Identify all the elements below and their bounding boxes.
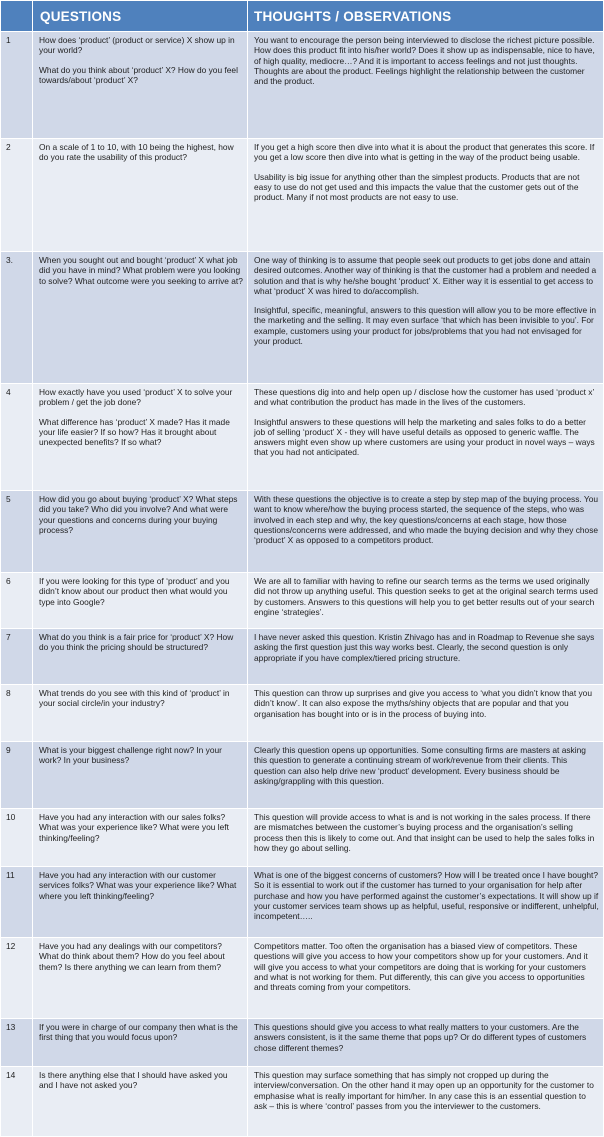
thoughts-cell	[248, 938, 604, 1019]
row-number: 3.	[1, 252, 33, 384]
header-thoughts: THOUGHTS / OBSERVATIONS	[248, 1, 604, 32]
question-cell	[33, 1067, 248, 1137]
table-row	[1, 742, 604, 809]
question-text: Have you had any interaction with our sales folks? What was your experience like? What were you left thinking/feeling?	[39, 812, 229, 843]
thoughts-cell	[248, 384, 604, 491]
question-text: If you were looking for this type of ‘product’ and you didn’t know about our product then what would you type into Google?	[39, 576, 230, 607]
row-number: 4	[1, 384, 33, 491]
question-cell	[33, 809, 248, 867]
thoughts-cell	[248, 1067, 604, 1137]
question-cell	[33, 384, 248, 491]
question-text: How exactly have you used ‘product’ X to solve your problem / get the job done?	[39, 387, 233, 408]
row-number: 10	[1, 809, 33, 867]
header-questions: QUESTIONS	[33, 1, 248, 32]
thoughts-text: Insightful, specific, meaningful, answers to this question will allow you to be more effective in the marketing and the selling. It may even surface ‘that which has been invisible to you’. For example, customers using your product for jobs/problems that you had not envisaged for your product.	[254, 305, 596, 346]
thoughts-text: We are all to familiar with having to refine our search terms as the terms we used originally did not throw up anything useful. This question seeks to get at the original search terms used by customers. Answers to this questions will help you to get better results out of your search engine ‘strategies’.	[254, 576, 598, 617]
question-cell	[33, 742, 248, 809]
question-cell	[33, 629, 248, 685]
table-row	[1, 1067, 604, 1137]
thoughts-cell	[248, 252, 604, 384]
row-number: 7	[1, 629, 33, 685]
thoughts-cell	[248, 573, 604, 629]
thoughts-text: This question can throw up surprises and give you access to ‘what you didn’t know that you didn’t know’. It can also expose the myths/shiny objects that are popular and that you organisation has bought into or is in the process of buying into.	[254, 688, 592, 719]
table-row	[1, 32, 604, 139]
row-number: 5	[1, 491, 33, 573]
thoughts-text: What is one of the biggest concerns of customers? How will I be treated once I have bought? So it is essential to work out if the customer has turned to your organisation for help after purchase and how you have performed against the customer’s expectations. It will show up if your customer services team shows up as helpful, useful, responsive or indifferent, unhelpful, incompetent…..	[254, 870, 599, 921]
table-row	[1, 139, 604, 252]
table-row	[1, 1019, 604, 1067]
row-number: 9	[1, 742, 33, 809]
thoughts-cell	[248, 742, 604, 809]
thoughts-cell	[248, 32, 604, 139]
table-row	[1, 384, 604, 491]
thoughts-text: I have never asked this question. Kristin Zhivago has and in Roadmap to Revenue she says asking the first question just this way works best. Clearly, the second question is only appropriate if you have complex/tiered pricing structure.	[254, 632, 595, 663]
thoughts-text: Insightful answers to these questions will help the marketing and sales folks to do a better job of selling ‘product’ X - they will have useful details as opposed to generic waffle. The answers might even show up where customers are using your product in novel ways – ways that you had not anticipated.	[254, 416, 595, 458]
thoughts-text: This question may surface something that has simply not cropped up during the interview/conversation. On the other hand it may open up an opportunity for the customer to emphasise what is really important for him/her. In any case this is an essential question to ask – this is where ‘control’ passes from you the interviewer to the customers.	[254, 1070, 594, 1111]
table-row	[1, 809, 604, 867]
thoughts-cell	[248, 867, 604, 938]
question-text: Have you had any interaction with our customer services folks? What was your experience like? What where you left thinking/feeling?	[39, 870, 237, 901]
question-cell	[33, 867, 248, 938]
thoughts-text: One way of thinking is to assume that people seek out products to get jobs done and attain desired outcomes. Another way of thinking is that the customer had a problem and needed a solution and that is why he/she bought ‘product’ X. Either way it is essential to get access to what ‘product’ X was hired to do/accomplish.	[254, 255, 597, 296]
thoughts-text: Clearly this question opens up opportunities. Some consulting firms are masters at asking this question to generate a continuing stream of work/revenue from their clients. This question can also help drive new ‘product’ development. Every business should be asking/grappling with this question.	[254, 745, 586, 786]
row-number: 6	[1, 573, 33, 629]
thoughts-text: This questions should give you access to what really matters to your customers. Are the answers consistent, is it the same theme that pops up? Or do different types of customers chose different themes?	[254, 1022, 587, 1053]
row-number: 11	[1, 867, 33, 938]
question-text: How does ‘product’ (product or service) X show up in your world?	[39, 35, 235, 56]
question-cell	[33, 573, 248, 629]
thoughts-cell	[248, 629, 604, 685]
thoughts-cell	[248, 685, 604, 742]
question-cell	[33, 938, 248, 1019]
question-text: Have you had any dealings with our competitors? What do think about them? How do you feel about them? Is there anything we can learn from them?	[39, 941, 225, 972]
thoughts-cell	[248, 809, 604, 867]
question-cell	[33, 1019, 248, 1067]
thoughts-cell	[248, 139, 604, 252]
question-text: How did you go about buying ‘product’ X? What steps did you take? Who did you involve? And what were your questions and concerns during your buying process?	[39, 494, 238, 535]
question-cell	[33, 32, 248, 139]
thoughts-text: With these questions the objective is to create a step by step map of the buying process. You want to know where/how the buying process started, the sequence of the steps, who was involved in each step and why, the key questions/concerns at each stage, how those questions/concerns were addressed, and who made the buying decision and why they chose ‘product’ X as opposed to a competitors product.	[254, 494, 599, 545]
table-row	[1, 573, 604, 629]
thoughts-text: This question will provide access to what is and is not working in the sales process. If there are mismatches between the customer’s buying process and the organisation’s selling process then this is likely to come out. And that insight can be used to help the sales folks in how they go about selling.	[254, 812, 595, 853]
thoughts-cell	[248, 1019, 604, 1067]
question-text: When you sought out and bought ‘product’ X what job did you have in mind? What problem were you looking to solve? What outcome were you seeking to arrive at?	[39, 255, 243, 286]
row-number: 13	[1, 1019, 33, 1067]
question-cell	[33, 139, 248, 252]
question-text: Is there anything else that I should have asked you and I have not asked you?	[39, 1070, 228, 1091]
question-cell	[33, 685, 248, 742]
table-row	[1, 629, 604, 685]
thoughts-text: Competitors matter. Too often the organisation has a biased view of competitors. These questions will give you access to how your competitors show up for your customers. And it will give you access to what your competitors are doing that is working for your customers and what is not working for them. Put differently, this can give you access to opportunities and threats coming from your competitors.	[254, 941, 588, 992]
question-text: What trends do you see with this kind of ‘product’ in your social circle/in your industry?	[39, 688, 230, 709]
thoughts-text: These questions dig into and help open up / disclose how the customer has used ‘product x’ and what contribution the product has made in the lives of the customers.	[254, 387, 595, 408]
table-row	[1, 867, 604, 938]
table-row	[1, 938, 604, 1019]
row-number: 14	[1, 1067, 33, 1137]
question-cell	[33, 252, 248, 384]
row-number: 2	[1, 139, 33, 252]
table-row	[1, 491, 604, 573]
table-row	[1, 685, 604, 742]
thoughts-text: Usability is big issue for anything other than the simplest products. Products that are not easy to use do not get used and this impacts the value that the customer gets out of the product. Many if not most products are not easy to use.	[254, 171, 580, 202]
question-text: If you were in charge of our company then what is the first thing that you would focus upon?	[39, 1022, 238, 1043]
question-text: What difference has ‘product’ X made? Has it made your life easier? If so how? Has it brought about unexpected benefits? If so what?	[39, 416, 230, 447]
question-cell	[33, 491, 248, 573]
question-text: What do you think is a fair price for ‘product’ X? How do you think the pricing should be structured?	[39, 632, 234, 653]
header-number	[1, 1, 33, 32]
thoughts-cell	[248, 491, 604, 573]
row-number: 8	[1, 685, 33, 742]
question-text: On a scale of 1 to 10, with 10 being the highest, how do you rate the usability of this product?	[39, 142, 234, 163]
thoughts-text: You want to encourage the person being interviewed to disclose the richest picture possible. How does this product fit into his/her world? Does it show up as indispensable, nice to have, of high quality, mediocre…? And it is important to access feelings and not just thoughts. Thoughts are about the product. Feelings highlight the relationship between the customer and the product.	[254, 35, 595, 86]
row-number: 1	[1, 32, 33, 139]
header-row	[1, 1, 604, 32]
question-text: What do you think about ‘product’ X? How do you feel towards/about ‘product’ X?	[39, 64, 238, 85]
row-number: 12	[1, 938, 33, 1019]
question-text: What is your biggest challenge right now? In your work? In your business?	[39, 745, 222, 766]
thoughts-text: If you get a high score then dive into what it is about the product that generates this score. If you get a low score then dive into what is getting in the way of the product being usable.	[254, 142, 595, 163]
table-row	[1, 252, 604, 384]
